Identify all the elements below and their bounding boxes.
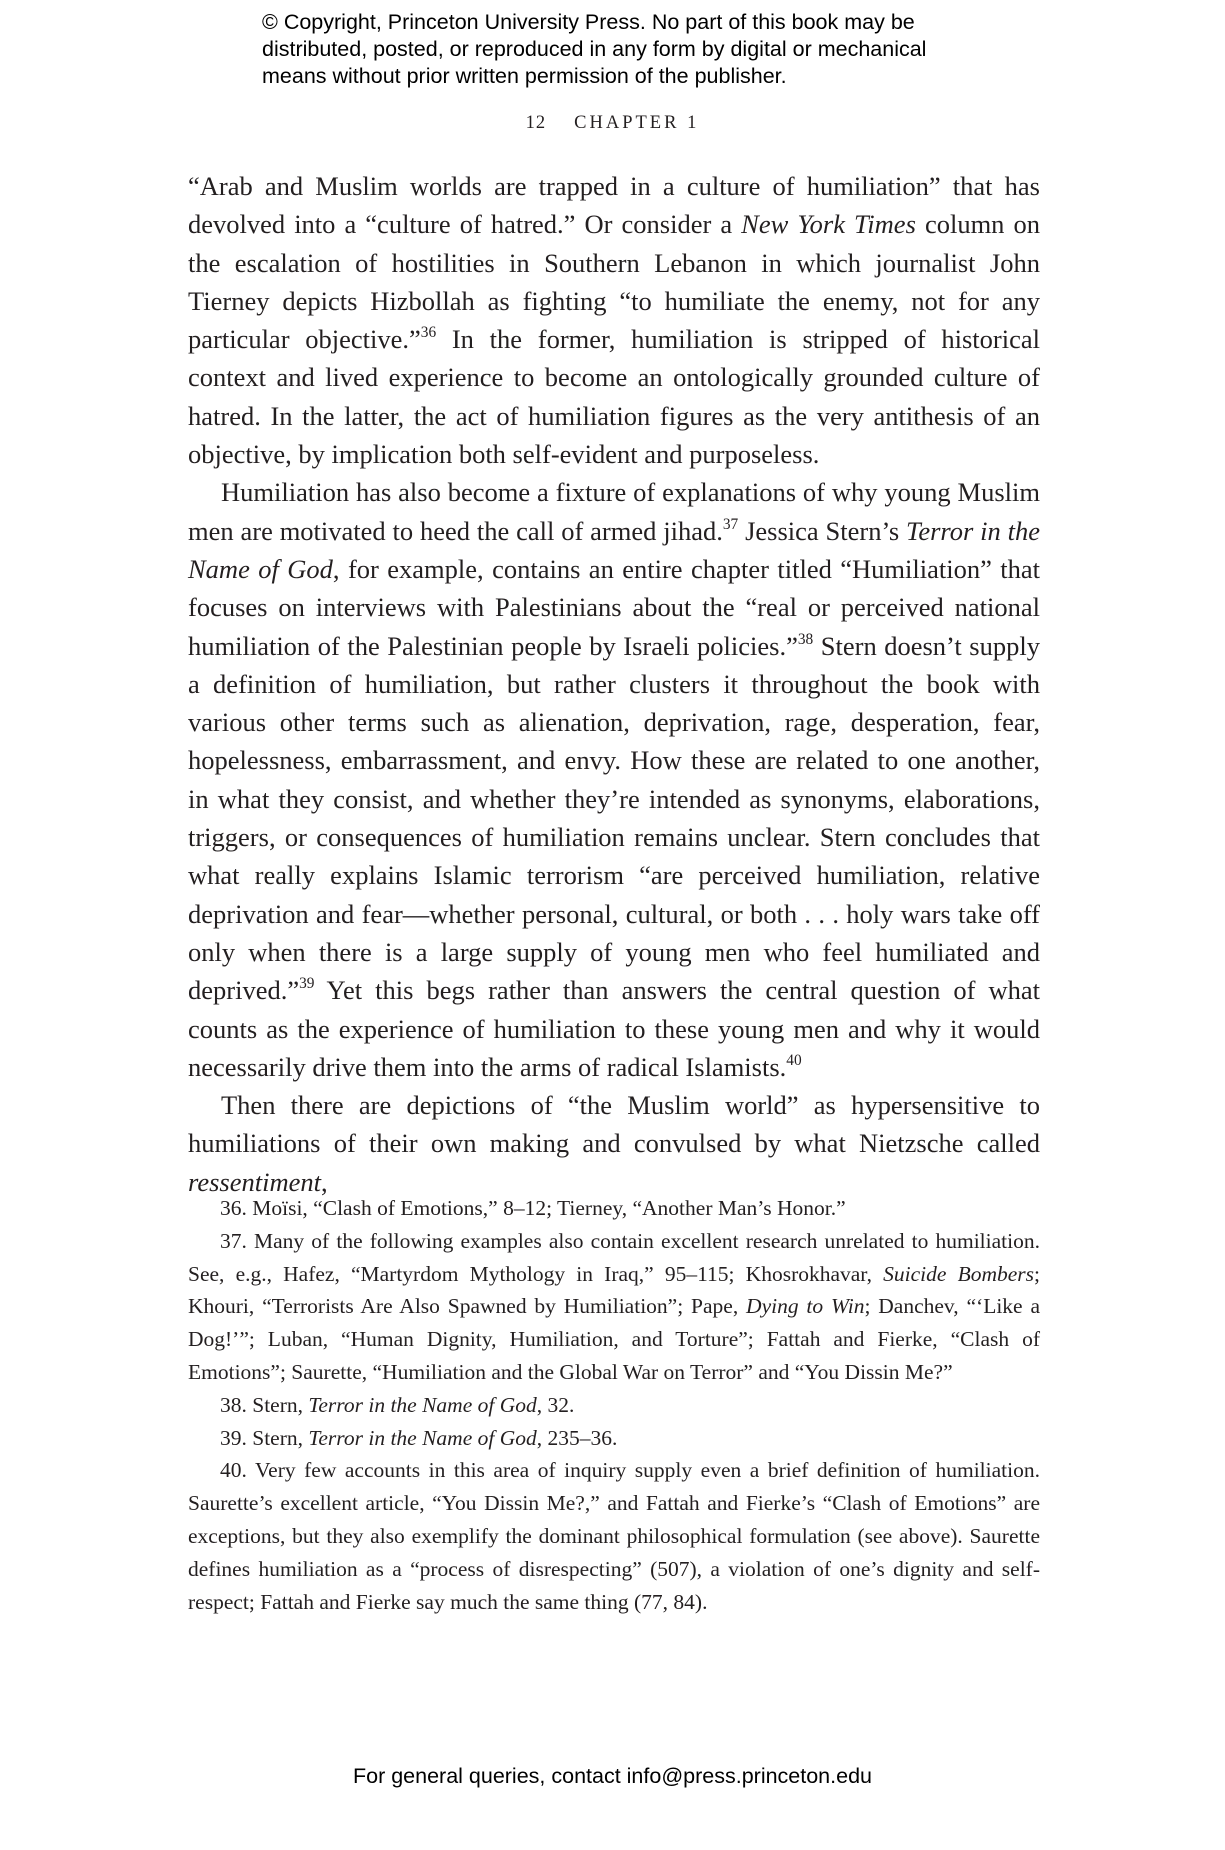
p3-text-a: Then there are depictions of “the Muslim world” as hypersensitive to humiliations of their own making and convulsed by what Nietzsche called xyxy=(188,1090,1040,1159)
fn38-text-a: 38. Stern, xyxy=(220,1392,309,1417)
footnote-38 xyxy=(188,1389,1040,1422)
page-number: 12 xyxy=(525,113,547,133)
fn37-text-a: 37. Many of the following examples also contain excellent research unrelated to humiliation. See, e.g., Hafez, “Martyrdom Mythology in Iraq,” 95–115; Khosrokhavar, xyxy=(188,1228,1040,1286)
footnote-39 xyxy=(188,1422,1040,1455)
fn39-text-a: 39. Stern, xyxy=(220,1425,309,1450)
footnote-36: 36. Moïsi, “Clash of Emotions,” 8–12; Tierney, “Another Man’s Honor.” xyxy=(220,1196,846,1220)
paragraph-1 xyxy=(188,167,1040,473)
p1-text-c: column on the escalation of hostilities in Southern Lebanon in which journalist John Tierney depicts Hizbollah as fighting “to humiliate the enemy, not for any particular objective.” xyxy=(188,209,1040,355)
footnote-ref-39[interactable]: 39 xyxy=(299,975,315,993)
paragraph-3 xyxy=(188,1086,1040,1201)
contact-line: For general queries, contact info@press.princeton.edu xyxy=(352,1764,872,1788)
fn37-text-e: ; Danchev, “‘Like a Dog!’”; Luban, “Human Dignity, Humiliation, and Torture”; Fattah and Fierke, “Clash of Emotions”; Saurette, “Humiliation and the Global War on Terror” and “You Dissin Me?” xyxy=(188,1294,1040,1384)
body-text xyxy=(188,167,1040,1201)
p2-text-f: Yet this begs rather than answers the central question of what counts as the experience of humiliation to these young men and why it would necessarily drive them into the arms of radical Islamists. xyxy=(188,975,1040,1082)
footnote-40: 40. Very few accounts in this area of inquiry supply even a brief definition of humiliation. Saurette’s excellent article, “You Dissin Me?,” and Fattah and Fierke’s “Clash of Emotions” are exceptions, but they also exemplify the dominant philosophical formulation (see above). Saurette defines humiliation as a “process of disrespecting” (507), a violation of one’s dignity and self-respect; Fattah and Fierke say much the same thing (77, 84). xyxy=(188,1458,1040,1614)
p2-text-a: Humiliation has also become a fixture of explanations of why young Muslim men are motivated to heed the call of armed jihad. xyxy=(188,477,1040,546)
fn38-text-c: , 32. xyxy=(536,1392,575,1417)
running-head xyxy=(0,113,1225,134)
copyright-line-3: means without prior written permission of the publisher. xyxy=(262,64,787,88)
fn37-italic-1: Suicide Bombers xyxy=(883,1261,1035,1286)
p2-italic-title: Terror in the Name of God xyxy=(188,515,1041,584)
copyright-line-1: © Copyright, Princeton University Press. No part of this book may be xyxy=(262,10,915,34)
copyright-notice xyxy=(262,9,1022,90)
p1-italic-title: New York Times xyxy=(741,209,916,240)
footnotes xyxy=(188,1192,1040,1618)
fn37-italic-2: Dying to Win xyxy=(746,1294,865,1319)
footnote-37 xyxy=(188,1225,1040,1389)
footnote-ref-37[interactable]: 37 xyxy=(722,515,739,533)
p2-text-d: , for example, contains an entire chapter titled “Humiliation” that focuses on interviews with Palestinians about the “real or perceived national humiliation of the Palestinian people by Israeli policies.” xyxy=(188,553,1040,661)
p2-text-e: Stern doesn’t supply a definition of humiliation, but rather clusters it throughout the book with various other terms such as alienation, deprivation, rage, desperation, fear, hopelessness, embarrassment, and envy. How these are related to one another, in what they consist, and whether they’re intended as synonyms, elaborations, triggers, or consequences of humiliation remains unclear. Stern concludes that what really explains Islamic terrorism “are perceived humiliation, relative deprivation and fear—whether personal, cultural, or both . . . holy wars take off only when there is a large supply of young men who feel humiliated and deprived.” xyxy=(188,630,1040,1006)
fn37-text-c: ; Khouri, “Terrorists Are Also Spawned by Humiliation”; Pape, xyxy=(188,1261,1040,1319)
p3-text-c: , xyxy=(320,1166,328,1197)
copyright-line-2: distributed, posted, or reproduced in any form by digital or mechanical xyxy=(262,37,927,61)
footnote-ref-38[interactable]: 38 xyxy=(797,630,814,648)
paragraph-2 xyxy=(188,473,1040,1086)
p2-text-b: Jessica Stern’s xyxy=(738,515,907,546)
footnote-ref-36[interactable]: 36 xyxy=(420,324,437,342)
fn39-italic: Terror in the Name of God xyxy=(308,1425,537,1450)
p1-text-d: In the former, humiliation is stripped of historical context and lived experience to become an ontologically grounded culture of hatred. In the latter, the act of humiliation figures as the very antithesis of an objective, by implication both self-evident and purposeless. xyxy=(188,324,1040,470)
fn39-text-c: , 235–36. xyxy=(536,1425,618,1450)
footnote-ref-40[interactable]: 40 xyxy=(786,1051,802,1069)
p3-italic-term: ressentiment xyxy=(188,1166,321,1197)
fn38-italic: Terror in the Name of God xyxy=(308,1392,537,1417)
p1-text-a: “Arab and Muslim worlds are trapped in a culture of humiliation” that has devolved into a “culture of hatred.” Or consider a xyxy=(188,171,1040,240)
chapter-label: CHAPTER 1 xyxy=(574,113,700,133)
